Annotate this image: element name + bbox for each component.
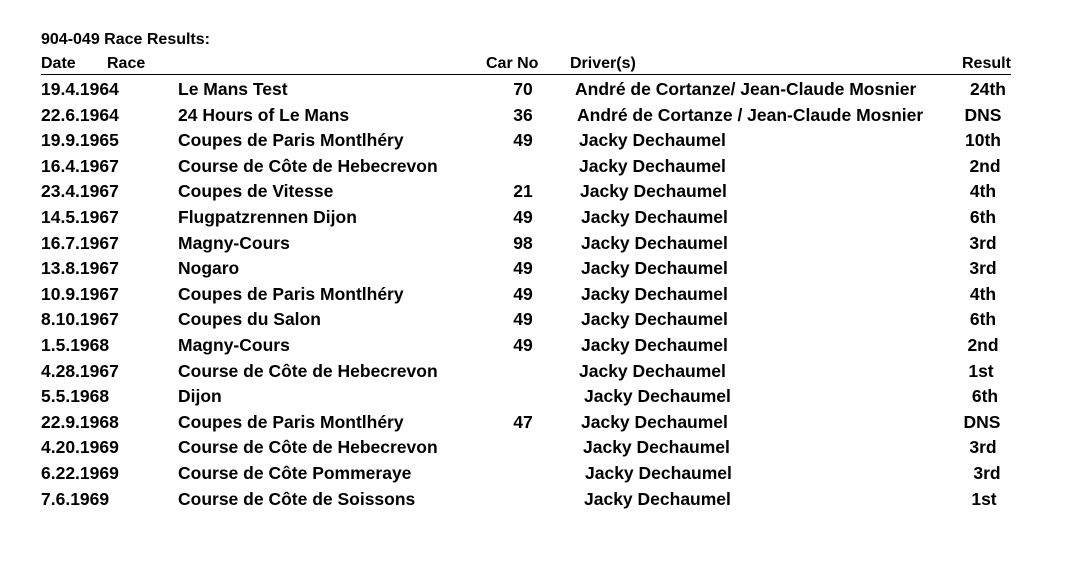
cell-result: 1st (971, 488, 997, 509)
cell-car-no: 21 (513, 181, 533, 202)
cell-result: 1st (968, 360, 994, 381)
cell-result: 3rd (969, 232, 997, 253)
table-row (0, 461, 1080, 487)
cell-race: Coupes de Paris Montlhéry (178, 411, 404, 432)
table-row (0, 256, 1080, 282)
cell-drivers: Jacky Dechaumel (581, 283, 728, 304)
cell-date: 23.4.1967 (41, 181, 119, 202)
table-row (0, 410, 1080, 436)
cell-race: Le Mans Test (178, 79, 288, 99)
header-race: Race (107, 55, 146, 72)
header-car-no: Car No (486, 55, 539, 72)
table-row (0, 77, 1080, 103)
cell-race: Coupes de Vitesse (178, 181, 334, 202)
cell-race: Magny-Cours (178, 232, 290, 253)
cell-drivers: Jacky Dechaumel (579, 155, 726, 176)
cell-race: Coupes du Salon (178, 309, 321, 330)
cell-drivers: Jacky Dechaumel (581, 232, 728, 253)
cell-result: 6th (971, 386, 999, 407)
cell-drivers: Jacky Dechaumel (581, 206, 728, 227)
cell-drivers: Jacky Dechaumel (581, 411, 728, 432)
cell-date: 19.9.1965 (41, 130, 119, 151)
cell-result: 6th (969, 206, 997, 227)
cell-drivers: André de Cortanze / Jean-Claude Mosnier (577, 104, 924, 125)
cell-race: Dijon (178, 386, 222, 407)
cell-car-no: 49 (513, 130, 533, 151)
cell-drivers: Jacky Dechaumel (579, 130, 726, 151)
cell-race: 24 Hours of Le Mans (178, 104, 350, 125)
cell-date: 4.28.1967 (41, 360, 119, 381)
cell-date: 4.20.1969 (41, 437, 119, 458)
cell-race: Course de Côte de Hebecrevon (178, 437, 438, 458)
header-drivers: Driver(s) (570, 55, 636, 72)
cell-race: Magny-Cours (178, 334, 290, 355)
cell-result: 2nd (967, 334, 999, 355)
cell-race: Nogaro (178, 258, 240, 279)
cell-race: Course de Côte de Hebecrevon (178, 155, 438, 176)
cell-race: Course de Côte de Hebecrevon (178, 360, 438, 381)
cell-car-no: 49 (513, 258, 533, 279)
cell-race: Flugpatzrennen Dijon (178, 206, 357, 227)
cell-drivers: Jacky Dechaumel (581, 258, 728, 279)
cell-race: Coupes de Paris Montlhéry (178, 130, 404, 151)
table-row (0, 154, 1080, 180)
cell-date: 22.9.1968 (41, 411, 119, 432)
cell-drivers: Jacky Dechaumel (580, 181, 727, 202)
table-row (0, 333, 1080, 359)
cell-drivers: Jacky Dechaumel (583, 437, 730, 458)
cell-result: 3rd (969, 258, 997, 279)
table-row (0, 205, 1080, 231)
cell-date: 10.9.1967 (41, 283, 119, 304)
cell-car-no: 49 (513, 206, 533, 227)
table-row (0, 307, 1080, 333)
cell-date: 16.4.1967 (41, 155, 119, 176)
table-row (0, 435, 1080, 461)
cell-car-no: 49 (513, 334, 533, 355)
cell-drivers: Jacky Dechaumel (584, 488, 731, 509)
header-result: Result (962, 55, 1011, 72)
cell-drivers: Jacky Dechaumel (585, 462, 732, 483)
cell-date: 1.5.1968 (41, 334, 110, 355)
cell-result: DNS (963, 411, 1001, 432)
cell-drivers: André de Cortanze/ Jean-Claude Mosnier (575, 79, 917, 99)
cell-date: 22.6.1964 (41, 104, 119, 125)
header-date: Date (41, 55, 76, 72)
cell-car-no: 49 (513, 283, 533, 304)
cell-result: 4th (969, 283, 997, 304)
cell-drivers: Jacky Dechaumel (581, 309, 728, 330)
cell-race: Coupes de Paris Montlhéry (178, 283, 404, 304)
cell-car-no: 98 (513, 232, 533, 253)
cell-result: 10th (965, 130, 1001, 151)
cell-date: 19.4.1964 (41, 79, 119, 99)
results-table (0, 77, 1080, 512)
cell-date: 13.8.1967 (41, 258, 119, 279)
cell-car-no: 49 (513, 309, 533, 330)
table-row (0, 231, 1080, 257)
cell-date: 14.5.1967 (41, 206, 119, 227)
cell-drivers: Jacky Dechaumel (579, 360, 726, 381)
cell-drivers: Jacky Dechaumel (584, 386, 731, 407)
table-row (0, 128, 1080, 154)
header-underline (41, 74, 1011, 75)
cell-drivers: Jacky Dechaumel (581, 334, 728, 355)
table-row (0, 359, 1080, 385)
table-row (0, 487, 1080, 513)
cell-race: Course de Côte Pommeraye (178, 462, 412, 483)
cell-car-no: 36 (513, 104, 533, 125)
cell-date: 8.10.1967 (41, 309, 119, 330)
cell-result: 4th (969, 181, 997, 202)
cell-car-no: 47 (513, 411, 533, 432)
cell-car-no: 70 (513, 79, 533, 99)
cell-date: 7.6.1969 (41, 488, 110, 509)
table-row (0, 179, 1080, 205)
table-row (0, 384, 1080, 410)
cell-result: 24th (970, 79, 1006, 99)
table-row (0, 103, 1080, 129)
cell-result: 6th (969, 309, 997, 330)
cell-result: 2nd (969, 155, 1001, 176)
cell-date: 6.22.1969 (41, 462, 119, 483)
cell-date: 5.5.1968 (41, 386, 110, 407)
cell-result: 3rd (973, 462, 1001, 483)
document-title: 904-049 Race Results: (41, 31, 210, 48)
cell-result: DNS (964, 104, 1002, 125)
cell-race: Course de Côte de Soissons (178, 488, 416, 509)
cell-result: 3rd (969, 437, 997, 458)
cell-date: 16.7.1967 (41, 232, 119, 253)
table-row (0, 282, 1080, 308)
